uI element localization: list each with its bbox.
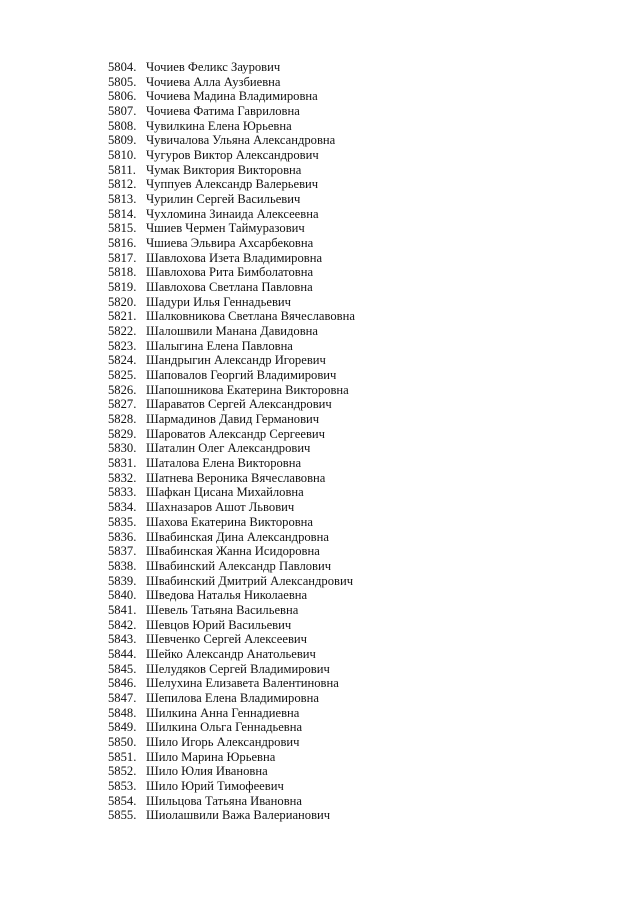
entry-name: Шелухина Елизавета Валентиновна xyxy=(146,676,339,691)
list-item xyxy=(108,662,355,677)
entry-name: Шевченко Сергей Алексеевич xyxy=(146,632,307,647)
entry-number: 5840. xyxy=(108,588,137,603)
list-item xyxy=(108,309,355,324)
list-item xyxy=(108,500,355,515)
entry-number: 5820. xyxy=(108,294,137,309)
entry-number: 5854. xyxy=(108,793,137,808)
entry-number: 5813. xyxy=(108,192,137,207)
list-item xyxy=(108,397,355,412)
entry-name: Шадури Илья Геннадьевич xyxy=(146,294,291,309)
entry-number: 5852. xyxy=(108,764,137,779)
entry-name: Шандрыгин Александр Игоревич xyxy=(146,353,326,368)
list-item xyxy=(108,89,355,104)
entry-number: 5844. xyxy=(108,646,137,661)
entry-name: Шейко Александр Анатольевич xyxy=(146,646,316,661)
entry-name: Чшиев Чермен Таймуразович xyxy=(146,221,305,236)
entry-number: 5851. xyxy=(108,749,137,764)
entry-name: Шильцова Татьяна Ивановна xyxy=(146,793,302,808)
entry-name: Чочиева Алла Аузбиевна xyxy=(146,74,281,89)
entry-name: Чухломина Зинаида Алексеевна xyxy=(146,206,319,221)
entry-name: Шаталин Олег Александрович xyxy=(146,441,311,456)
list-item xyxy=(108,779,355,794)
list-item xyxy=(108,530,355,545)
list-item xyxy=(108,691,355,706)
entry-name: Шавлохова Изета Владимировна xyxy=(146,250,323,265)
entry-number: 5814. xyxy=(108,206,137,221)
entry-number: 5834. xyxy=(108,500,137,515)
list-item xyxy=(108,119,355,134)
entry-name: Шепилова Елена Владимировна xyxy=(146,690,319,705)
entry-name: Чумак Виктория Викторовна xyxy=(146,162,302,177)
entry-number: 5810. xyxy=(108,148,137,163)
entry-number: 5837. xyxy=(108,544,137,559)
entry-number: 5830. xyxy=(108,441,137,456)
entry-name: Шведова Наталья Николаевна xyxy=(146,588,308,603)
list-item xyxy=(108,60,355,75)
entry-number: 5808. xyxy=(108,118,137,133)
list-item xyxy=(108,632,355,647)
entry-number: 5850. xyxy=(108,734,137,749)
entry-name: Чочиева Фатима Гавриловна xyxy=(146,104,300,119)
entry-name: Шевцов Юрий Васильевич xyxy=(146,617,292,632)
entry-name: Шараватов Сергей Александрович xyxy=(146,397,332,412)
list-item xyxy=(108,353,355,368)
entry-number: 5835. xyxy=(108,514,137,529)
entry-number: 5839. xyxy=(108,573,137,588)
list-item xyxy=(108,471,355,486)
list-item xyxy=(108,251,355,266)
entry-number: 5832. xyxy=(108,470,137,485)
entry-number: 5819. xyxy=(108,280,137,295)
list-item xyxy=(108,148,355,163)
entry-number: 5822. xyxy=(108,324,137,339)
list-item xyxy=(108,647,355,662)
entry-name: Чувичалова Ульяна Александровна xyxy=(146,133,336,148)
list-item xyxy=(108,221,355,236)
list-item xyxy=(108,750,355,765)
list-item xyxy=(108,676,355,691)
entry-number: 5829. xyxy=(108,426,137,441)
entry-name: Шиолашвили Важа Валерианович xyxy=(146,808,331,823)
entry-name: Швабинская Жанна Исидоровна xyxy=(146,544,320,559)
entry-name: Шапошникова Екатерина Викторовна xyxy=(146,382,349,397)
entry-name: Шило Марина Юрьевна xyxy=(146,749,276,764)
list-item xyxy=(108,706,355,721)
entry-name: Чочиев Феликс Заурович xyxy=(146,60,281,74)
entry-number: 5817. xyxy=(108,250,137,265)
list-item xyxy=(108,603,355,618)
entry-number: 5842. xyxy=(108,617,137,632)
entry-number: 5816. xyxy=(108,236,137,251)
entry-number: 5847. xyxy=(108,690,137,705)
list-item xyxy=(108,794,355,809)
entry-number: 5823. xyxy=(108,338,137,353)
entry-number: 5807. xyxy=(108,104,137,119)
list-item xyxy=(108,559,355,574)
list-item xyxy=(108,163,355,178)
entry-name: Шалыгина Елена Павловна xyxy=(146,338,293,353)
entry-name: Швабинская Дина Александровна xyxy=(146,529,329,544)
entry-name: Чшиева Эльвира Ахсарбековна xyxy=(146,236,314,251)
entry-name: Шаповалов Георгий Владимирович xyxy=(146,368,337,383)
list-item xyxy=(108,456,355,471)
entry-number: 5805. xyxy=(108,74,137,89)
entry-name: Шароватов Александр Сергеевич xyxy=(146,426,325,441)
entry-number: 5821. xyxy=(108,309,137,324)
entry-name: Шевель Татьяна Васильевна xyxy=(146,602,299,617)
list-item xyxy=(108,544,355,559)
entry-name: Шатнева Вероника Вячеславовна xyxy=(146,470,326,485)
entry-name: Шилкина Ольга Геннадьевна xyxy=(146,720,303,735)
entry-number: 5806. xyxy=(108,89,137,104)
list-item xyxy=(108,485,355,500)
entry-name: Шалошвили Манана Давидовна xyxy=(146,324,318,339)
list-item xyxy=(108,441,355,456)
list-item xyxy=(108,618,355,633)
entry-name: Швабинский Дмитрий Александрович xyxy=(146,573,354,588)
list-item xyxy=(108,515,355,530)
entry-name: Чуппуев Александр Валерьевич xyxy=(146,177,319,192)
entry-number: 5827. xyxy=(108,397,137,412)
entry-number: 5849. xyxy=(108,720,137,735)
list-item xyxy=(108,192,355,207)
entry-name: Шило Юлия Ивановна xyxy=(146,764,268,779)
entry-name: Швабинский Александр Павлович xyxy=(146,558,332,573)
entry-name: Чувилкина Елена Юрьевна xyxy=(146,118,292,133)
entry-number: 5831. xyxy=(108,456,137,471)
entry-number: 5841. xyxy=(108,602,137,617)
name-list xyxy=(108,60,355,823)
list-item xyxy=(108,75,355,90)
entry-number: 5811. xyxy=(108,162,136,177)
list-item xyxy=(108,104,355,119)
entry-name: Шавлохова Рита Бимболатовна xyxy=(146,265,314,280)
entry-number: 5853. xyxy=(108,778,137,793)
entry-number: 5809. xyxy=(108,133,137,148)
list-item xyxy=(108,339,355,354)
entry-number: 5812. xyxy=(108,177,137,192)
entry-name: Шафкан Цисана Михайловна xyxy=(146,485,304,500)
list-item xyxy=(108,574,355,589)
entry-name: Шавлохова Светлана Павловна xyxy=(146,280,313,295)
list-item xyxy=(108,207,355,222)
entry-name: Шилкина Анна Геннадиевна xyxy=(146,705,300,720)
entry-name: Чугуров Виктор Александрович xyxy=(146,148,319,163)
entry-name: Шило Игорь Александрович xyxy=(146,734,300,749)
list-item xyxy=(108,412,355,427)
list-item xyxy=(108,383,355,398)
entry-name: Шелудяков Сергей Владимирович xyxy=(146,661,330,676)
entry-name: Шармадинов Давид Германович xyxy=(146,412,320,427)
entry-number: 5826. xyxy=(108,382,137,397)
entry-number: 5838. xyxy=(108,558,137,573)
list-item xyxy=(108,588,355,603)
entry-number: 5843. xyxy=(108,632,137,647)
entry-number: 5825. xyxy=(108,368,137,383)
entry-name: Шалковникова Светлана Вячеславовна xyxy=(146,309,355,324)
entry-number: 5828. xyxy=(108,412,137,427)
entry-number: 5845. xyxy=(108,661,137,676)
list-item xyxy=(108,735,355,750)
entry-name: Шахназаров Ашот Львович xyxy=(146,500,295,515)
list-item xyxy=(108,177,355,192)
list-item xyxy=(108,764,355,779)
entry-number: 5815. xyxy=(108,221,137,236)
entry-name: Чурилин Сергей Васильевич xyxy=(146,192,301,207)
entry-name: Шахова Екатерина Викторовна xyxy=(146,514,314,529)
list-item xyxy=(108,265,355,280)
list-item xyxy=(108,295,355,310)
list-item xyxy=(108,368,355,383)
list-item xyxy=(108,133,355,148)
entry-name: Чочиева Мадина Владимировна xyxy=(146,89,318,104)
entry-number: 5804. xyxy=(108,60,137,74)
list-item xyxy=(108,280,355,295)
entry-number: 5824. xyxy=(108,353,137,368)
list-item xyxy=(108,324,355,339)
entry-number: 5818. xyxy=(108,265,137,280)
list-item xyxy=(108,808,355,823)
entry-number: 5855. xyxy=(108,808,137,823)
list-item xyxy=(108,720,355,735)
entry-name: Шило Юрий Тимофеевич xyxy=(146,778,284,793)
list-item xyxy=(108,236,355,251)
entry-name: Шаталова Елена Викторовна xyxy=(146,456,302,471)
entry-number: 5836. xyxy=(108,529,137,544)
entry-number: 5848. xyxy=(108,705,137,720)
entry-number: 5846. xyxy=(108,676,137,691)
entry-number: 5833. xyxy=(108,485,137,500)
list-item xyxy=(108,427,355,442)
